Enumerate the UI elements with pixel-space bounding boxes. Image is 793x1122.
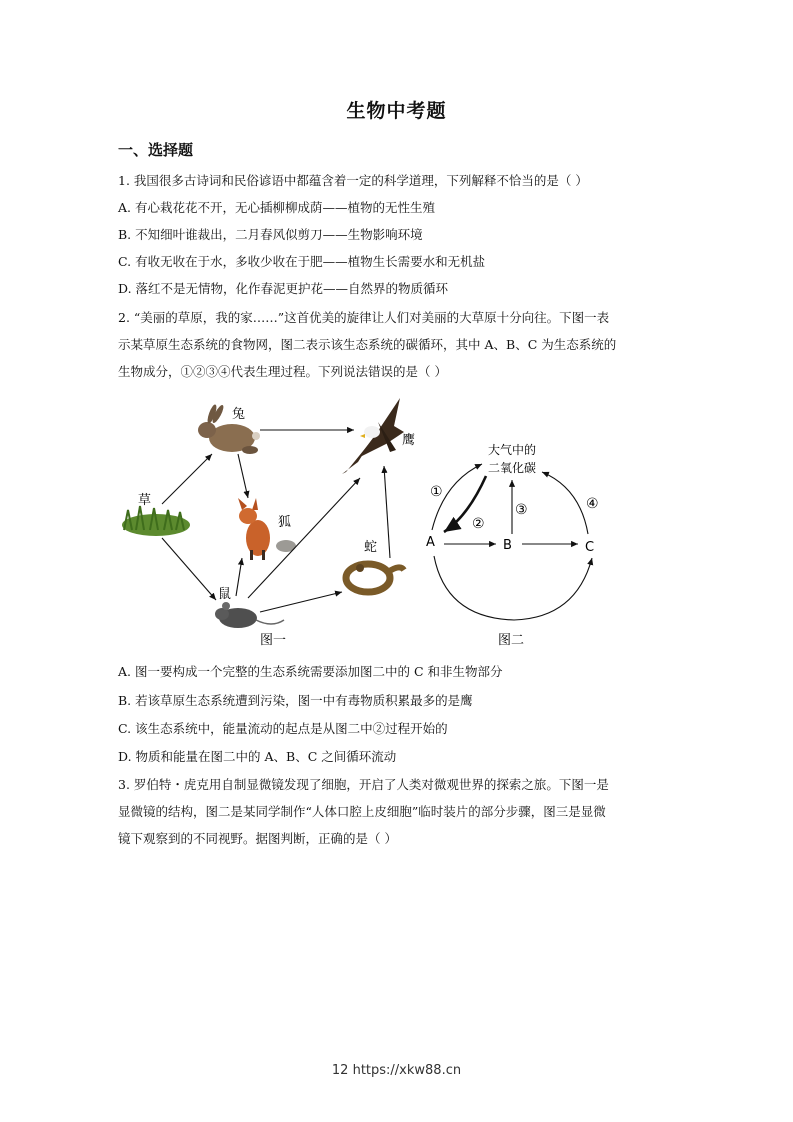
process-1-label: ① xyxy=(430,484,443,500)
section-heading: 一、选择题 xyxy=(118,141,194,159)
eagle-label: 鹰 xyxy=(402,433,416,448)
q2-option-b: B. 若该草原生态系统遭到污染，图一中有毒物质积累最多的是鹰 xyxy=(118,693,473,708)
eagle-image xyxy=(342,398,404,474)
q2-stem-line-1: 2. “美丽的草原，我的家……”这首优美的旋律让人们对美丽的大草原十分向往。下图一表 xyxy=(118,310,610,325)
q2-option-a: A. 图一要构成一个完整的生态系统需要添加图二中的 C 和非生物部分 xyxy=(118,664,503,679)
q2-figure xyxy=(110,392,630,654)
figure1-caption: 图一 xyxy=(260,633,287,648)
food-web-arrows xyxy=(162,430,390,612)
atmosphere-label-line-1: 大气中的 xyxy=(488,443,537,457)
q2-option-c: C. 该生态系统中，能量流动的起点是从图二中②过程开始的 xyxy=(118,721,448,736)
rabbit-label: 兔 xyxy=(232,407,246,422)
node-c-label: C xyxy=(585,540,595,555)
grass-image xyxy=(122,506,190,536)
fox-label: 狐 xyxy=(278,515,292,530)
atmosphere-label-line-2: 二氧化碳 xyxy=(488,461,537,475)
q1-option-b: B. 不知细叶谁裁出，二月春风似剪刀——生物影响环境 xyxy=(118,227,423,242)
q2-stem-line-2: 示某草原生态系统的食物网，图二表示该生态系统的碳循环，其中 A、B、C 为生态系统的 xyxy=(118,337,617,352)
node-a-label: A xyxy=(426,535,435,550)
q2-option-d: D. 物质和能量在图二中的 A、B、C 之间循环流动 xyxy=(118,749,397,764)
figure2-caption: 图二 xyxy=(498,633,525,648)
q1-stem: 1. 我国很多古诗词和民俗谚语中都蕴含着一定的科学道理，下列解释不恰当的是（ ） xyxy=(118,173,588,188)
page-title: 生物中考题 xyxy=(346,100,447,122)
carbon-cycle-arrows xyxy=(432,464,595,620)
grass-label: 草 xyxy=(138,493,152,508)
process-2-label: ② xyxy=(472,516,485,532)
q1-option-c: C. 有收无收在于水，多收少收在于肥——植物生长需要水和无机盐 xyxy=(118,254,486,269)
q3-stem-line-2: 显微镜的结构，图二是某同学制作“人体口腔上皮细胞”临时装片的部分步骤，图三是显微 xyxy=(118,804,606,819)
rabbit-image xyxy=(198,404,260,454)
q1-option-d: D. 落红不是无情物，化作春泥更护花——自然界的物质循环 xyxy=(118,281,449,296)
page-footer[interactable]: 12 https://xkw88.cn xyxy=(331,1063,462,1078)
mouse-image xyxy=(215,602,284,628)
q1-option-a: A. 有心栽花花不开，无心插柳柳成荫——植物的无性生殖 xyxy=(118,200,435,215)
snake-image xyxy=(346,564,404,592)
node-b-label: B xyxy=(503,538,512,553)
mouse-label: 鼠 xyxy=(218,587,232,602)
q3-stem-line-3: 镜下观察到的不同视野。据图判断，正确的是（ ） xyxy=(118,831,397,846)
q3-stem-line-1: 3. 罗伯特・虎克用自制显微镜发现了细胞，开启了人类对微观世界的探索之旅。下图一是 xyxy=(118,777,609,792)
q2-stem-line-3: 生物成分，①②③④代表生理过程。下列说法错误的是（ ） xyxy=(118,364,447,379)
process-4-label: ④ xyxy=(586,496,599,512)
process-3-label: ③ xyxy=(515,502,528,518)
snake-label: 蛇 xyxy=(364,540,378,555)
